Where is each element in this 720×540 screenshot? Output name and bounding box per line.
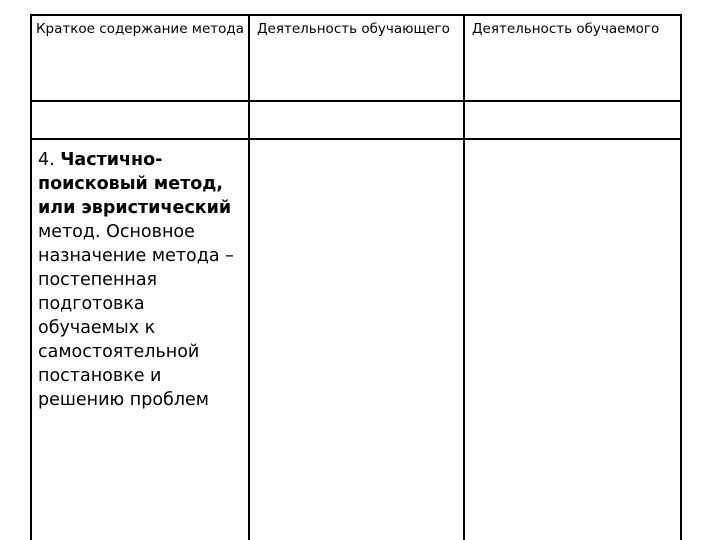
header-cell-summary [31, 15, 249, 101]
method-cell [31, 139, 249, 540]
header-row [31, 15, 681, 101]
student-activity-cell [464, 139, 681, 540]
table-row [31, 139, 681, 540]
methods-table [30, 14, 682, 540]
teacher-activity-cell [249, 139, 464, 540]
header-method-summary: Краткое содержание метода [35, 21, 245, 37]
header-student-activity: Деятельность обучаемого [472, 21, 660, 37]
header-cell-teacher [249, 15, 464, 101]
method-number: 4. [38, 150, 61, 170]
method-name: Частично-поисковый метод, или эвристический [38, 150, 232, 218]
empty-row [31, 101, 681, 139]
method-description [32, 140, 248, 412]
empty-cell [249, 101, 464, 139]
method-purpose: метод. Основное назначение метода – постепенная подготовка обучаемых к самостоятельной постановке и решению проблем [38, 222, 234, 410]
empty-cell [464, 101, 681, 139]
header-teacher-activity: Деятельность обучающего [257, 21, 450, 37]
empty-cell [31, 101, 249, 139]
header-cell-student [464, 15, 681, 101]
